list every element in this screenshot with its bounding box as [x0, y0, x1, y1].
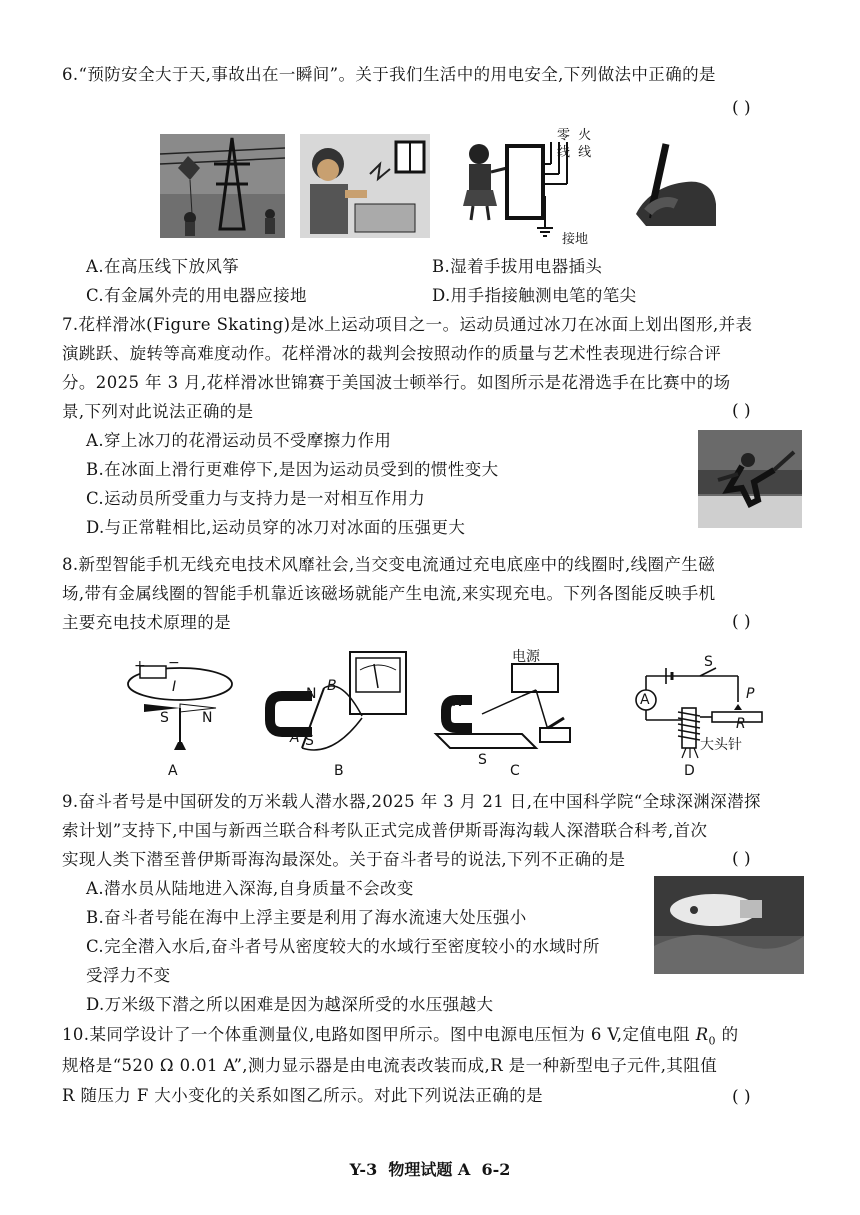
q8-d-s-label: S — [704, 654, 713, 670]
q7-option-d: D.与正常鞋相比,运动员穿的冰刀对冰面的压强更大 — [86, 518, 466, 537]
q9-option-c-line-2: 受浮力不变 — [86, 966, 171, 985]
q9-option-a: A.潜水员从陆地进入深海,自身质量不会改变 — [86, 879, 414, 898]
q10-stem-line-1 — [62, 1024, 739, 1052]
q7-stem-line-1: 7.花样滑冰(Figure Skating)是冰上运动项目之一。运动员通过冰刀在冰面上划出图形,并表 — [62, 315, 753, 334]
q8-d-pins-label: 大头针 — [700, 737, 742, 753]
q6-answer-paren: ( ) — [732, 98, 751, 118]
q7-stem-line-4: 景,下列对此说法正确的是 — [62, 402, 254, 421]
q9-stem-line-2: 索计划”支持下,中国与新西兰联合科考队正式完成普伊斯哥海沟载人深潜联合科考,首次 — [62, 821, 708, 840]
q8-a-minus-label: − — [168, 655, 180, 671]
q9-answer-paren: ( ) — [732, 849, 751, 869]
q6-option-c: C.有金属外壳的用电器应接地 — [86, 286, 307, 305]
q7-stem-line-2: 演跳跃、旋转等高难度动作。花样滑冰的裁判会按照动作的质量与艺术性表现进行综合评 — [62, 344, 722, 363]
q6-tester-pen-image — [626, 134, 718, 226]
q6-kite-image — [160, 134, 285, 238]
q8-stem-line-3: 主要充电技术原理的是 — [62, 613, 231, 632]
q8-stem-line-1: 8.新型智能手机无线充电技术风靡社会,当交变电流通过充电底座中的线圈时,线圈产生磁 — [62, 555, 716, 574]
q8-answer-paren: ( ) — [732, 612, 751, 632]
q6-option-b: B.湿着手拔用电器插头 — [432, 257, 603, 276]
q8-d-p-label: P — [746, 686, 755, 702]
q7-option-a: A.穿上冰刀的花滑运动员不受摩擦力作用 — [86, 431, 392, 450]
q10-r0-subscript: 0 — [708, 1034, 716, 1048]
q7-answer-paren: ( ) — [732, 401, 751, 421]
page-footer: Y-3 物理试题 A 6-2 — [349, 1160, 511, 1179]
q8-d-r-label: R — [736, 716, 746, 732]
q8-a-s-label: S — [160, 710, 169, 726]
q8-c-n-label: N — [452, 694, 463, 710]
q10-answer-paren: ( ) — [732, 1087, 751, 1107]
q10-stem-line-3: R 随压力 F 大小变化的关系如图乙所示。对此下列说法正确的是 — [62, 1086, 544, 1105]
q9-option-b: B.奋斗者号能在海中上浮主要是利用了海水流速大处压强小 — [86, 908, 527, 927]
q9-stem-line-1: 9.奋斗者号是中国研发的万米载人潜水器,2025 年 3 月 21 日,在中国科学院“全球深渊深潜探 — [62, 792, 761, 811]
q10-r0-symbol: R — [695, 1025, 709, 1044]
q6-wire-label-2: 线 线 — [557, 145, 594, 160]
q9-option-d: D.万米级下潜之所以困难是因为越深所受的水压强越大 — [86, 995, 494, 1014]
q9-option-c-line-1: C.完全潜入水后,奋斗者号从密度较大的水域行至密度较小的水域时所 — [86, 937, 600, 956]
q8-c-caption: C — [510, 763, 520, 779]
q8-a-plus-label: + — [134, 658, 146, 674]
q10-line1-text: 10.某同学设计了一个体重测量仪,电路如图甲所示。图中电源电压恒为 6 V,定值电阻 — [62, 1025, 691, 1044]
q6-stem: 6.“预防安全大于天,事故出在一瞬间”。关于我们生活中的用电安全,下列做法中正确的是 — [62, 65, 716, 84]
q7-skater-photo — [698, 430, 802, 528]
q8-b-caption: B — [334, 763, 344, 779]
q8-d-ammeter-label: A — [640, 692, 650, 708]
q8-figure-b — [262, 648, 412, 760]
q7-option-c: C.运动员所受重力与支持力是一对相互作用力 — [86, 489, 426, 508]
q8-c-s-label: S — [478, 752, 487, 768]
q10-line1-end: 的 — [721, 1025, 739, 1044]
q8-a-current-label: I — [172, 679, 177, 695]
q6-option-a: A.在高压线下放风筝 — [86, 257, 240, 276]
q8-c-power-label: 电源 — [512, 649, 540, 665]
q10-stem-line-2: 规格是“520 Ω 0.01 A”,测力显示器是由电流表改装而成,R 是一种新型电子元件,其阻值 — [62, 1056, 718, 1075]
q8-figure-c — [432, 660, 582, 760]
q9-stem-line-3: 实现人类下潜至普伊斯哥海沟最深处。关于奋斗者号的说法,下列不正确的是 — [62, 850, 626, 869]
q8-a-caption: A — [168, 763, 178, 779]
q8-d-caption: D — [684, 763, 695, 779]
q8-b-b-label: B — [327, 678, 337, 694]
q8-b-s-label: S — [305, 733, 314, 749]
q6-wet-hand-image — [300, 134, 430, 238]
q8-figure-d — [628, 654, 768, 762]
q6-option-d: D.用手指接触测电笔的笔尖 — [432, 286, 637, 305]
q8-a-n-label: N — [202, 710, 213, 726]
q8-b-n-label: N — [306, 686, 317, 702]
q7-stem-line-3: 分。2025 年 3 月,花样滑冰世锦赛于美国波士顿举行。如图所示是花滑选手在比赛中的场 — [62, 373, 731, 392]
q6-wire-label-1: 零 火 — [557, 128, 594, 143]
q6-ground-label: 接地 — [562, 232, 589, 247]
q8-stem-line-2: 场,带有金属线圈的智能手机靠近该磁场就能产生电流,来实现充电。下列各图能反映手机 — [62, 584, 716, 603]
q7-option-b: B.在冰面上滑行更难停下,是因为运动员受到的惯性变大 — [86, 460, 499, 479]
q8-b-a-label: A — [290, 730, 300, 746]
q9-submersible-photo — [654, 876, 804, 974]
